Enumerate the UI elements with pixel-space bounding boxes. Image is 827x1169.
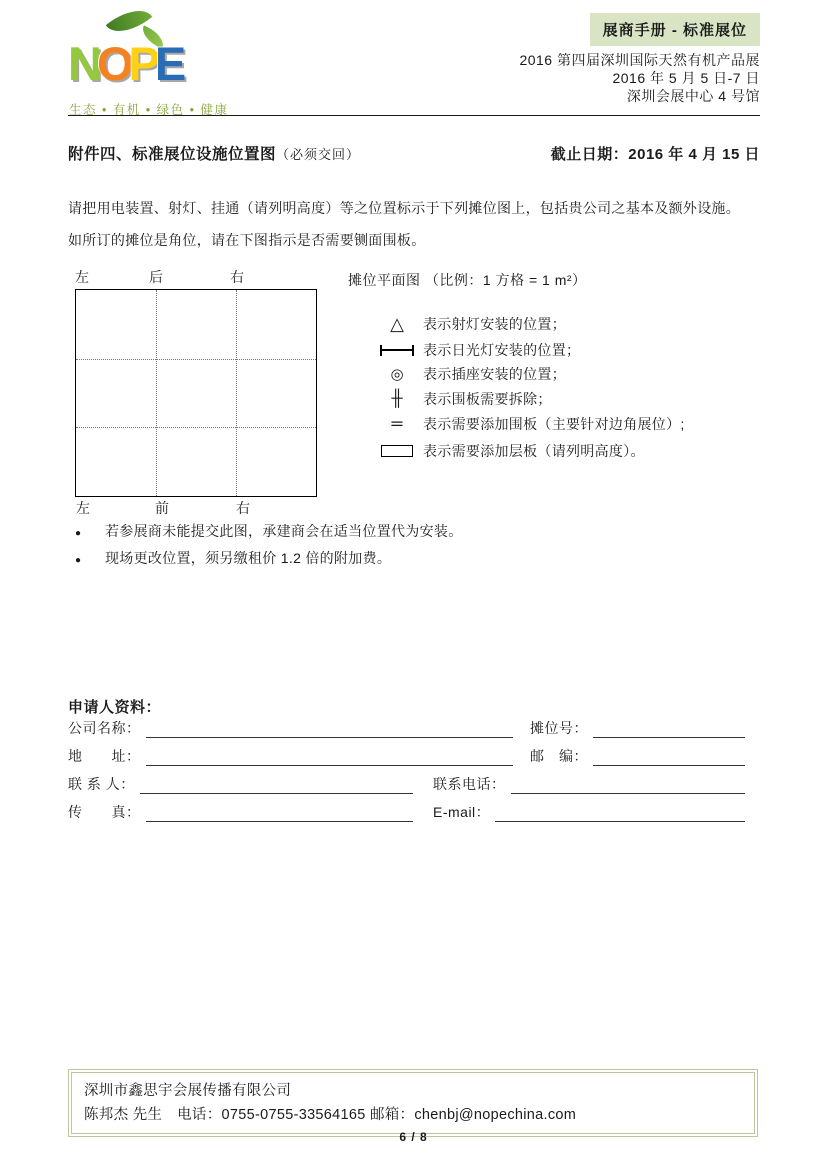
logo-tagline: 生态 • 有机 • 绿色 • 健康 [69,103,229,117]
instructions-paragraph [68,192,767,256]
applicant-section-heading: 申请人资料： [68,699,162,716]
bullet-icon: ● [75,528,82,539]
organizer-company: 深圳市鑫思宇会展传播有限公司 [84,1083,292,1099]
deadline-text: 截止日期：2016 年 4 月 15 日 [550,146,760,163]
shelf-rectangle-icon [381,445,413,457]
note-item [75,521,463,541]
grid-dotted-line [76,359,316,360]
event-name: 2016 第四届深圳国际天然有机产品展 [519,52,760,68]
manual-badge: 展商手册 - 标准展位 [590,13,760,46]
email-field [495,818,745,822]
grid-dotted-line [236,290,237,496]
form-row-company [68,718,513,738]
form-row-postcode [530,746,745,766]
grid-dotted-line [76,427,316,428]
email-label: E-mail： [433,804,491,820]
booth-no-field [593,734,745,738]
legend-label: 表示插座安装的位置； [423,366,566,382]
address-label: 地 址： [68,748,141,764]
contact-person-label: 联 系 人： [68,776,135,792]
form-row-contact [68,774,413,794]
event-dates: 2016 年 5 月 5 日-7 日 [612,70,760,86]
fax-field [146,818,414,822]
grid-bottom-label-left: 左 [76,500,90,516]
page-number: 6 / 8 [399,1130,428,1144]
legend-item [376,340,580,360]
legend-label: 表示围板需要拆除； [423,391,552,407]
fluorescent-bar-icon [380,345,414,356]
logo-letter-e: E [154,37,182,90]
remove-panel-icon: ╫ [391,390,403,407]
legend-item [376,414,685,434]
instruction-line: 请把用电装置、射灯、挂通（请列明高度）等之位置标示于下列摊位图上，包括贵公司之基本及额外设施。 [68,200,741,216]
grid-top-label-back: 后 [149,269,163,285]
nope-logo [68,6,229,117]
phone-field [511,790,746,794]
booth-plan-grid [75,289,317,497]
grid-top-label-right: 右 [230,269,244,285]
attachment-title: 附件四、标准展位设施位置图 [68,146,277,163]
postcode-field [593,762,745,766]
spotlight-triangle-icon: △ [390,314,404,334]
grid-bottom-label-right: 右 [236,500,250,516]
organizer-footer-inner [71,1072,755,1134]
booth-no-label: 摊位号： [530,720,588,736]
form-row-email [433,802,745,822]
title-row [68,142,760,164]
legend-label: 表示日光灯安装的位置； [423,342,581,358]
legend-item [376,364,566,384]
contact-person-field [140,790,413,794]
postcode-label: 邮 编： [530,748,588,764]
form-row-phone [433,774,745,794]
note-text: 现场更改位置，须另缴租价 1.2 倍的附加费。 [105,550,392,566]
grid-top-label-left: 左 [75,269,89,285]
header-divider [68,115,760,116]
legend-item [376,314,566,334]
event-info [519,51,760,105]
note-item [75,548,391,568]
socket-bullseye-icon: ◎ [390,365,404,383]
legend-label: 表示射灯安装的位置； [423,316,566,332]
grid-dotted-line [156,290,157,496]
logo-letter-n: N [68,37,97,90]
note-text: 若参展商未能提交此图，承建商会在适当位置代为安装。 [105,523,463,539]
form-row-address [68,746,513,766]
form-row-fax [68,802,413,822]
form-row-booth-no [530,718,745,738]
fax-label: 传 真： [68,804,141,820]
phone-label: 联系电话： [433,776,506,792]
header-right-block [519,13,760,105]
legend-label: 表示需要添加围板（主要针对边角展位）; [423,416,685,432]
logo-letter-o: O [96,37,129,90]
address-field [146,762,514,766]
legend-item [376,389,552,409]
legend-item [376,441,645,461]
organizer-footer-box [68,1069,758,1137]
page-title [68,142,360,164]
add-panel-equals-icon: ＝ [389,415,405,433]
must-return-note: （必须交回） [276,147,361,162]
logo-letters [68,37,182,90]
company-name-label: 公司名称： [68,720,141,736]
legend-label: 表示需要添加层板（请列明高度）。 [423,443,645,459]
instruction-line: 如所订的摊位是角位，请在下图指示是否需要铡面围板。 [68,232,426,248]
organizer-contact: 陈邦杰 先生 电话：0755-0755-33564165 邮箱：chenbj@nopechina.com [84,1107,577,1123]
plan-scale-title: 摊位平面图 （比例：1 方格 = 1 m²） [348,272,587,288]
logo-letter-p: P [128,37,155,90]
grid-bottom-label-front: 前 [155,500,169,516]
company-name-field [146,734,514,738]
event-venue: 深圳会展中心 4 号馆 [626,88,760,104]
bullet-icon: ● [75,555,82,566]
